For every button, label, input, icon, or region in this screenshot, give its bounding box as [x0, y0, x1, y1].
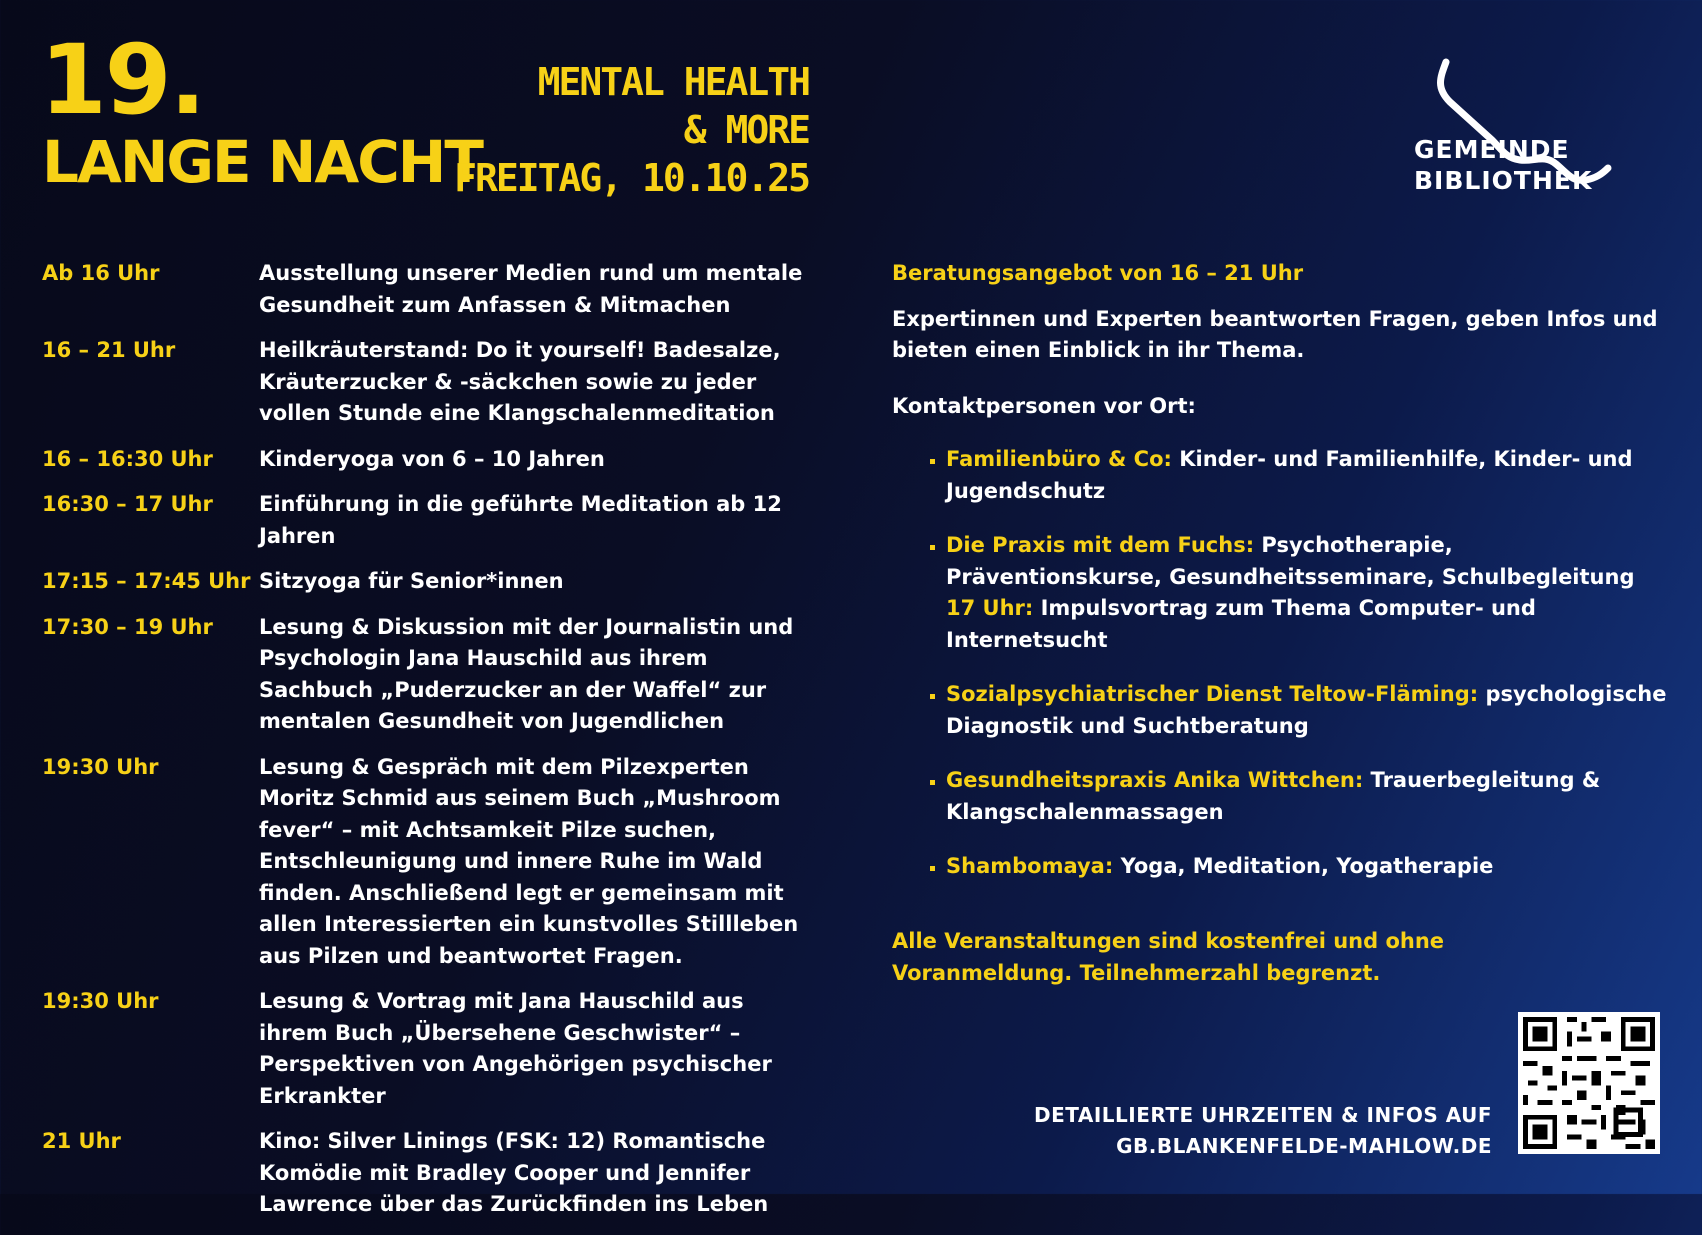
- contact-org: Die Praxis mit dem Fuchs:: [946, 533, 1255, 557]
- contact-text: Trauerbegleitung & Klangschalenmassagen: [946, 768, 1601, 824]
- consultation-intro: Expertinnen und Experten beantworten Fragen, geben Infos und bieten einen Einblick in ihr Thema.: [892, 306, 1658, 362]
- schedule-list: [42, 258, 822, 1235]
- free-admission-notice: Alle Veranstaltungen sind kostenfrei und ohne Voranmeldung. Teilnehmerzahl begrenzt.: [892, 929, 1445, 985]
- website-info: [1034, 1100, 1492, 1162]
- contact-item: [930, 444, 1672, 507]
- schedule-time: 21 Uhr: [42, 1129, 121, 1153]
- contact-org: Shambomaya:: [946, 854, 1114, 878]
- website-info-line-1: DETAILLIERTE UHRZEITEN & INFOS AUF: [1033, 1103, 1492, 1127]
- schedule-description: Kino: Silver Linings (FSK: 12) Romantische Komödie mit Bradley Cooper und Jennifer Lawrence über das Zurückfinden ins Leben: [259, 1129, 769, 1216]
- schedule-row: [42, 612, 822, 738]
- schedule-row: [42, 986, 822, 1112]
- schedule-description: Sitzyoga für Senior*innen: [259, 569, 564, 593]
- schedule-row: [42, 566, 822, 598]
- contact-text: Psychotherapie, Präventionskurse, Gesundheitsseminare, Schulbegleitung: [946, 533, 1635, 589]
- theme-line-1: MENTAL HEALTH: [537, 60, 809, 104]
- schedule-description: Kinderyoga von 6 – 10 Jahren: [259, 446, 605, 471]
- contact-item: [930, 851, 1672, 883]
- qr-code-icon[interactable]: [1518, 1012, 1660, 1154]
- schedule-time: 19:30 Uhr: [42, 754, 159, 779]
- logo-line-1: GEMEINDE: [1414, 135, 1570, 164]
- schedule-row: [42, 489, 822, 552]
- contact-item: [930, 765, 1672, 828]
- contacts-heading: Kontaktpersonen vor Ort:: [892, 393, 1196, 418]
- contact-extra-time: 17 Uhr:: [946, 596, 1034, 620]
- event-date: FREITAG, 10.10.25: [454, 156, 809, 200]
- logo-line-2: BIBLIOTHEK: [1414, 166, 1593, 195]
- schedule-description: Ausstellung unserer Medien rund um mentale Gesundheit zum Anfassen & Mitmachen: [259, 261, 803, 317]
- website-url[interactable]: GB.BLANKENFELDE-MAHLOW.DE: [1116, 1134, 1492, 1158]
- schedule-time: 16:30 – 17 Uhr: [42, 492, 213, 516]
- schedule-row: [42, 258, 822, 321]
- contact-item: [930, 530, 1672, 656]
- schedule-description: Lesung & Gespräch mit dem Pilzexperten Moritz Schmid aus seinem Buch „Mushroom fever“ – mit Achtsamkeit Pilze suchen, Entschleunigung und innere Ruhe im Wald finden. Anschließend legt er gemeinsam mit allen Interessierten ein kunstvolles Stillleben aus Pilzen und beantwortet Fragen.: [259, 754, 799, 968]
- schedule-time: 19:30 Uhr: [42, 989, 159, 1013]
- contact-extra-text: Impulsvortrag zum Thema Computer- und Internetsucht: [946, 596, 1536, 652]
- logo-text: [1414, 134, 1592, 196]
- event-title: LANGE NACHT: [42, 128, 482, 196]
- schedule-row: [42, 335, 822, 430]
- contact-text: Kinder- und Familienhilfe, Kinder- und Jugendschutz: [946, 447, 1633, 503]
- consultation-heading: Beratungsangebot von 16 – 21 Uhr: [892, 261, 1304, 285]
- theme-line-2: & MORE: [683, 108, 809, 152]
- consultation-section: [892, 258, 1672, 906]
- schedule-row: [42, 752, 822, 973]
- schedule-description: Heilkräuterstand: Do it yourself! Badesalze, Kräuterzucker & -säckchen sowie zu jeder vollen Stunde eine Klangschalenmeditation: [259, 338, 781, 425]
- schedule-time: 17:30 – 19 Uhr: [42, 614, 213, 639]
- event-number: 19.: [40, 24, 205, 136]
- schedule-description: Einführung in die geführte Meditation ab 12 Jahren: [259, 492, 782, 548]
- schedule-row: [42, 444, 822, 476]
- schedule-description: Lesung & Vortrag mit Jana Hauschild aus ihrem Buch „Übersehene Geschwister“ – Perspektiven von Angehörigen psychischer Erkrankter: [259, 989, 772, 1108]
- contact-item: [930, 679, 1672, 742]
- contact-org: Familienbüro & Co:: [946, 447, 1172, 471]
- schedule-time: 17:15 – 17:45 Uhr: [42, 569, 251, 593]
- schedule-description: Lesung & Diskussion mit der Journalistin und Psychologin Jana Hauschild aus ihrem Sachbuch „Puderzucker an der Waffel“ zur mentalen Gesundheit von Jugendlichen: [259, 614, 794, 733]
- library-logo: [1410, 58, 1666, 198]
- contact-text: Yoga, Meditation, Yogatherapie: [1120, 854, 1494, 878]
- schedule-time: 16 – 21 Uhr: [42, 338, 176, 362]
- schedule-row: [42, 1126, 822, 1221]
- contact-text: psychologische Diagnostik und Suchtberatung: [946, 682, 1667, 738]
- event-theme: [454, 58, 809, 202]
- contacts-list: [930, 444, 1672, 883]
- schedule-time: Ab 16 Uhr: [42, 261, 160, 285]
- schedule-time: 16 – 16:30 Uhr: [42, 446, 213, 471]
- contact-org: Gesundheitspraxis Anika Wittchen:: [946, 768, 1364, 792]
- contact-org: Sozialpsychiatrischer Dienst Teltow-Fläming:: [946, 682, 1479, 706]
